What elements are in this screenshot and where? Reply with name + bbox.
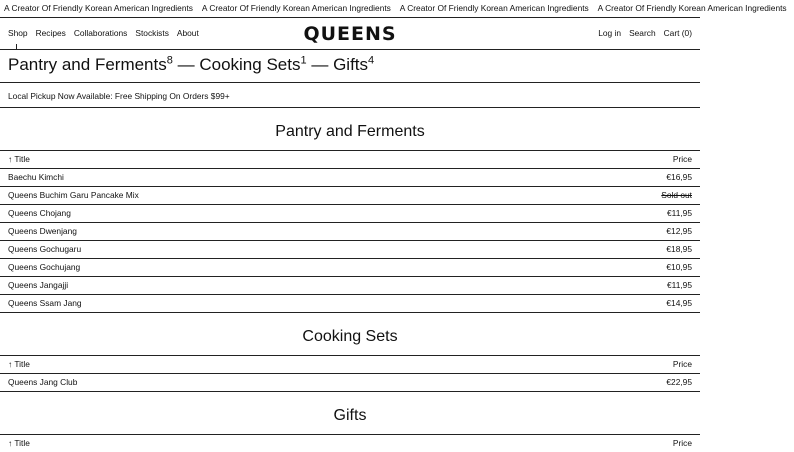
count-badge: 1 [300, 54, 307, 67]
table-row[interactable]: Queens Gochugaru €18,95 [0, 240, 700, 258]
nav-recipes[interactable]: Recipes [35, 28, 66, 38]
table-header [0, 150, 700, 168]
section-gifts [0, 392, 700, 452]
table-row[interactable]: Queens Jangajji €11,95 [0, 276, 700, 294]
headline-link-pantry[interactable]: Pantry and Ferments$^8$ [8, 54, 173, 74]
marquee-text: A Creator Of Friendly Korean American Ingredients [597, 3, 787, 13]
table-row[interactable]: Queens Buchim Garu Pancake Mix Sold out [0, 186, 700, 204]
announcement-marquee [0, 0, 787, 18]
sort-title-button[interactable]: ↑ Title [8, 154, 30, 164]
sold-out-label: Sold out [661, 190, 692, 200]
shipping-notice: Local Pickup Now Available: Free Shipping On Orders $99+ [0, 83, 700, 108]
active-indicator [16, 44, 17, 49]
account-nav [598, 28, 692, 38]
nav-search[interactable]: Search [629, 28, 656, 38]
sort-title-button[interactable]: ↑ Title [8, 438, 30, 448]
separator: — [177, 55, 195, 74]
marquee-text: A Creator Of Friendly Korean American Ingredients [201, 3, 391, 13]
section-cooking-sets [0, 313, 700, 392]
headline-link-gifts[interactable]: Gifts$^4$ [333, 54, 375, 74]
table-header [0, 355, 700, 373]
sort-price-button[interactable]: Price [672, 154, 692, 164]
table-row[interactable]: Queens Dwenjang €12,95 [0, 222, 700, 240]
nav-collaborations[interactable]: Collaborations [73, 28, 128, 38]
section-title: Cooking Sets [302, 328, 398, 345]
section-title: Gifts [333, 407, 367, 424]
marquee-text: A Creator Of Friendly Korean American Ingredients [399, 3, 589, 13]
sort-title-button[interactable]: ↑ Title [8, 359, 30, 369]
marquee-text: A Creator Of Friendly Korean American Ingredients [4, 3, 193, 13]
section-pantry [0, 108, 700, 313]
count-badge: 4 [368, 54, 375, 67]
sort-price-button[interactable]: Price [672, 438, 692, 448]
table-row[interactable]: Queens Jang Club €22,95 [0, 373, 700, 392]
nav-about[interactable]: About [176, 28, 199, 38]
headline-link-cooking-sets[interactable]: Cooking Sets$^1$ [199, 54, 307, 74]
collection-headline [0, 50, 700, 83]
nav-login[interactable]: Log in [598, 28, 622, 38]
site-header [0, 18, 700, 50]
table-row[interactable]: Queens Chojang €11,95 [0, 204, 700, 222]
table-row[interactable]: Queens Gochujang €10,95 [0, 258, 700, 276]
table-row[interactable]: Baechu Kimchi €16,95 [0, 168, 700, 186]
table-row[interactable]: Queens Ssam Jang €14,95 [0, 294, 700, 313]
sort-price-button[interactable]: Price [672, 359, 692, 369]
table-header [0, 434, 700, 452]
nav-cart[interactable]: Cart (0) [663, 28, 692, 38]
separator: — [311, 55, 329, 74]
nav-stockists[interactable]: Stockists [135, 28, 169, 38]
count-badge: 8 [166, 54, 173, 67]
nav-shop[interactable]: Shop [8, 28, 28, 38]
brand-logo[interactable]: QUEENS [303, 23, 397, 45]
section-title: Pantry and Ferments [275, 123, 425, 140]
